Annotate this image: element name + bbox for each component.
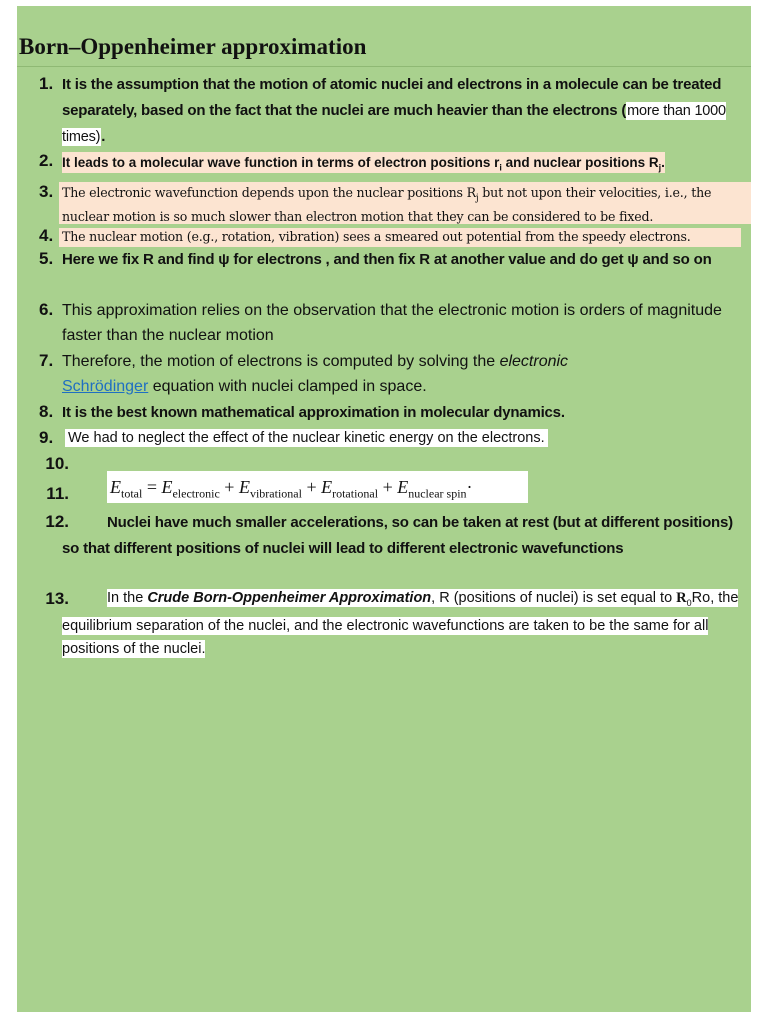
item-number: 5. [39, 249, 54, 268]
item-number: 1. [39, 74, 54, 93]
item-text: We had to neglect the effect of the nuclear kinetic energy on the electrons. [65, 429, 745, 447]
item-number: 3. [39, 182, 54, 201]
highlighted-text: more than 1000 times) [62, 103, 726, 145]
item-number: 12. [45, 512, 69, 531]
item-text: Therefore, the motion of electrons is computed by solving the electronic Schrödinger equation with nuclei clamped in space. [62, 353, 569, 395]
item-text: The nuclear motion (e.g., rotation, vibration) sees a smeared out potential from the speedy electrons. [62, 229, 691, 244]
item-text: It is the best known mathematical approximation in molecular dynamics. [62, 404, 565, 421]
item-number: 10. [45, 454, 69, 473]
energy-equation: $E_{total} = E_{electronic} + E_{vibrational} + E_{rotational} + E_{nuclear spin}\cdot$ [107, 471, 528, 503]
item-number: 11. [46, 484, 69, 503]
item-number: 13. [45, 589, 69, 608]
item-text: Nuclei have much smaller accelerations, so can be taken at rest (but at different positions) so that different positions of nuclei will lead to different electronic wavefunctions [62, 514, 733, 557]
item-number: 9. [39, 428, 54, 447]
item-text: In the Crude Born-Oppenheimer Approximation, R (positions of nuclei) is set equal to $R_0Ro$, the equilibrium separation of the nuclei, and the electronic wavefunctions are taken to be the same for all positions of the nuclei. [62, 590, 739, 657]
title-divider [17, 66, 751, 67]
item-number: 7. [39, 351, 54, 370]
item-number: 8. [39, 402, 54, 421]
item-text: It leads to a molecular wave function in terms of electron positions $r_i$ and nuclear positions $R_j$. [62, 150, 745, 181]
item-number: 6. [39, 300, 54, 319]
item-number: 4. [39, 226, 54, 245]
schrodinger-link[interactable]: Schrödinger [62, 378, 149, 395]
page-title: Born–Oppenheimer approximation [19, 34, 367, 59]
item-text: This approximation relies on the observation that the electronic motion is orders of magnitude faster than the nuclear motion [62, 302, 722, 344]
item-text: The electronic wavefunction depends upon the nuclear positions $R_j$ but not upon their velocities, i.e., the nuclear motion is so much slower than electron motion that they can be considered to be fixed. [62, 185, 712, 224]
item-text: Here we fix R and find ψ for electrons , and then fix R at another value and do get ψ and so on [62, 251, 712, 268]
item-number: 2. [39, 151, 54, 170]
item-text: It is the assumption that the motion of atomic nuclei and electrons in a molecule can be treated separately, based on the fact that the nuclei are much heavier than the electrons (more than 1000 times). [62, 76, 726, 145]
slide [17, 6, 751, 1012]
